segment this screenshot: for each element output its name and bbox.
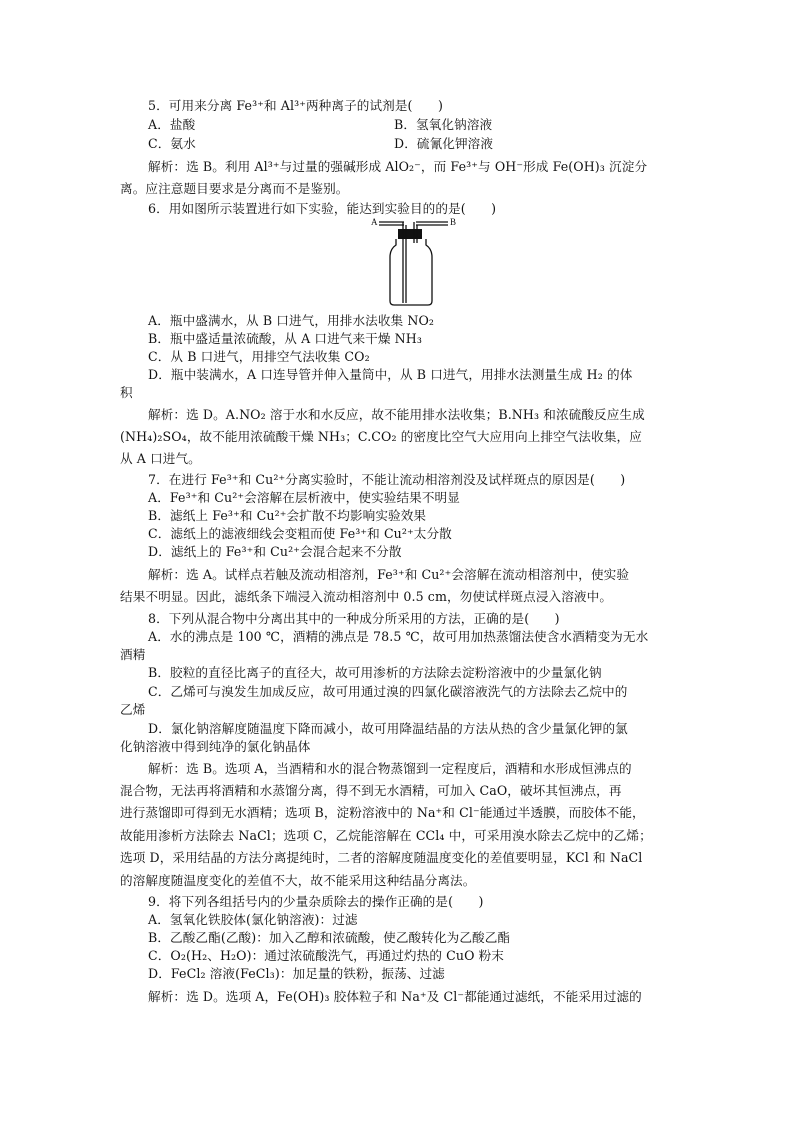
q6-stem: 6．用如图所示装置进行如下实验，能达到实验目的的是( ) — [148, 201, 497, 216]
q9-option-d: D．FeCl₂ 溶液(FeCl₃)：加足量的铁粉，振荡、过滤 — [148, 966, 445, 981]
q7-option-b: B．滤纸上 Fe³⁺和 Cu²⁺会扩散不均影响实验效果 — [148, 508, 427, 523]
q5-analysis-line-1: 解析：选 B。利用 Al³⁺与过量的强碱形成 AlO₂⁻，而 Fe³⁺与 OH⁻形成 Fe(OH)₃ 沉淀分 — [148, 159, 648, 174]
q5-stem: 5．可用来分离 Fe³⁺和 Al³⁺两种离子的试剂是( ) — [148, 98, 443, 113]
q6-option-d-line-2: 积 — [120, 385, 133, 400]
gas-bottle-apparatus-figure — [370, 215, 460, 307]
q6-analysis-line-2: (NH₄)₂SO₄，故不能用浓硫酸干燥 NH₃；C.CO₂ 的密度比空气大应用向上排空气法收集，应 — [120, 429, 642, 444]
q6-option-a: A．瓶中盛满水，从 B 口进气，用排水法收集 NO₂ — [148, 313, 435, 328]
q8-option-c-line-2: 乙烯 — [120, 702, 146, 717]
q5-analysis-line-2: 离。应注意题目要求是分离而不是鉴别。 — [120, 181, 349, 196]
figure-label-b: B — [450, 217, 457, 227]
q8-option-a-line-1: A．水的沸点是 100 ℃，酒精的沸点是 78.5 ℃，故可用加热蒸馏法使含水酒精变为无水 — [148, 629, 649, 644]
q9-option-c: C．O₂(H₂、H₂O)：通过浓硫酸洗气，再通过灼热的 CuO 粉末 — [148, 948, 504, 963]
q8-analysis-line-2: 混合物，无法再将酒精和水蒸馏分离，得不到无水酒精，可加入 CaO，破坏其恒沸点，再 — [120, 783, 622, 798]
q8-analysis-line-5: 选项 D，采用结晶的方法分离提纯时，二者的溶解度随温度变化的差值要明显，KCl 和 NaCl — [120, 850, 643, 865]
q8-option-b: B．胶粒的直径比离子的直径大，故可用渗析的方法除去淀粉溶液中的少量氯化钠 — [148, 665, 602, 680]
q5-option-c: C．氨水 — [148, 136, 196, 151]
q9-stem: 9．将下列各组括号内的少量杂质除去的操作正确的是( ) — [148, 894, 484, 909]
q5-option-d: D．硫氰化钾溶液 — [394, 136, 494, 151]
q8-option-d-line-1: D．氯化钠溶解度随温度下降而减小，故可用降温结晶的方法从热的含少量氯化钾的氯 — [148, 721, 628, 736]
q6-analysis-line-3: 从 A 口进气。 — [120, 451, 201, 466]
q8-analysis-line-1: 解析：选 B。选项 A，当酒精和水的混合物蒸馏到一定程度后，酒精和水形成恒沸点的 — [148, 761, 632, 776]
q7-analysis-line-1: 解析：选 A。试样点若触及流动相溶剂，Fe³⁺和 Cu²⁺会溶解在流动相溶剂中，使实验 — [148, 567, 630, 582]
q8-option-c-line-1: C．乙烯可与溴发生加成反应，故可用通过溴的四氯化碳溶液洗气的方法除去乙烷中的 — [148, 684, 628, 699]
q6-option-d-line-1: D．瓶中装满水，A 口连导管并伸入量筒中，从 B 口进气，用排水法测量生成 H₂ 的体 — [148, 367, 633, 382]
q8-option-a-line-2: 酒精 — [120, 647, 146, 662]
q8-stem: 8．下列从混合物中分离出其中的一种成分所采用的方法，正确的是( ) — [148, 611, 560, 626]
q8-analysis-line-4: 故能用渗析方法除去 NaCl；选项 C，乙烷能溶解在 CCl₄ 中，可采用溴水除去乙烷中的乙烯； — [120, 828, 652, 843]
q8-analysis-line-3: 进行蒸馏即可得到无水酒精；选项 B，淀粉溶液中的 Na⁺和 Cl⁻能通过半透膜，而胶体不能， — [120, 805, 645, 820]
q7-stem: 7．在进行 Fe³⁺和 Cu²⁺分离实验时，不能让流动相溶剂没及试样斑点的原因是( ) — [148, 472, 626, 487]
q6-analysis-line-1: 解析：选 D。A.NO₂ 溶于水和水反应，故不能用排水法收集；B.NH₃ 和浓硫酸反应生成 — [148, 407, 645, 422]
q7-option-c: C．滤纸上的滤液细线会变粗而使 Fe³⁺和 Cu²⁺太分散 — [148, 526, 452, 541]
q7-option-a: A．Fe³⁺和 Cu²⁺会溶解在层析液中，使实验结果不明显 — [148, 490, 460, 505]
q9-option-a: A．氢氧化铁胶体(氯化钠溶液)：过滤 — [148, 912, 358, 927]
q6-option-c: C．从 B 口进气，用排空气法收集 CO₂ — [148, 349, 370, 364]
q5-option-a: A．盐酸 — [148, 117, 196, 132]
q7-option-d: D．滤纸上的 Fe³⁺和 Cu²⁺会混合起来不分散 — [148, 544, 402, 559]
q9-option-b: B．乙酸乙酯(乙酸)：加入乙醇和浓硫酸，使乙酸转化为乙酸乙酯 — [148, 930, 511, 945]
figure-label-a: A — [371, 217, 378, 227]
q6-option-b: B．瓶中盛适量浓硫酸，从 A 口进气来干燥 NH₃ — [148, 331, 423, 346]
q8-option-d-line-2: 化钠溶液中得到纯净的氯化钠晶体 — [120, 739, 311, 754]
q8-analysis-line-6: 的溶解度随温度变化的差值不大，故不能采用这种结晶分离法。 — [120, 873, 476, 888]
q7-analysis-line-2: 结果不明显。因此，滤纸条下端浸入流动相溶剂中 0.5 cm，勿使试样斑点浸入溶液中。 — [120, 589, 613, 604]
q5-option-b: B．氢氧化钠溶液 — [394, 117, 493, 132]
q9-analysis-line-1: 解析：选 D。选项 A，Fe(OH)₃ 胶体粒子和 Na⁺及 Cl⁻都能通过滤纸，不能采用过滤的 — [148, 989, 642, 1004]
